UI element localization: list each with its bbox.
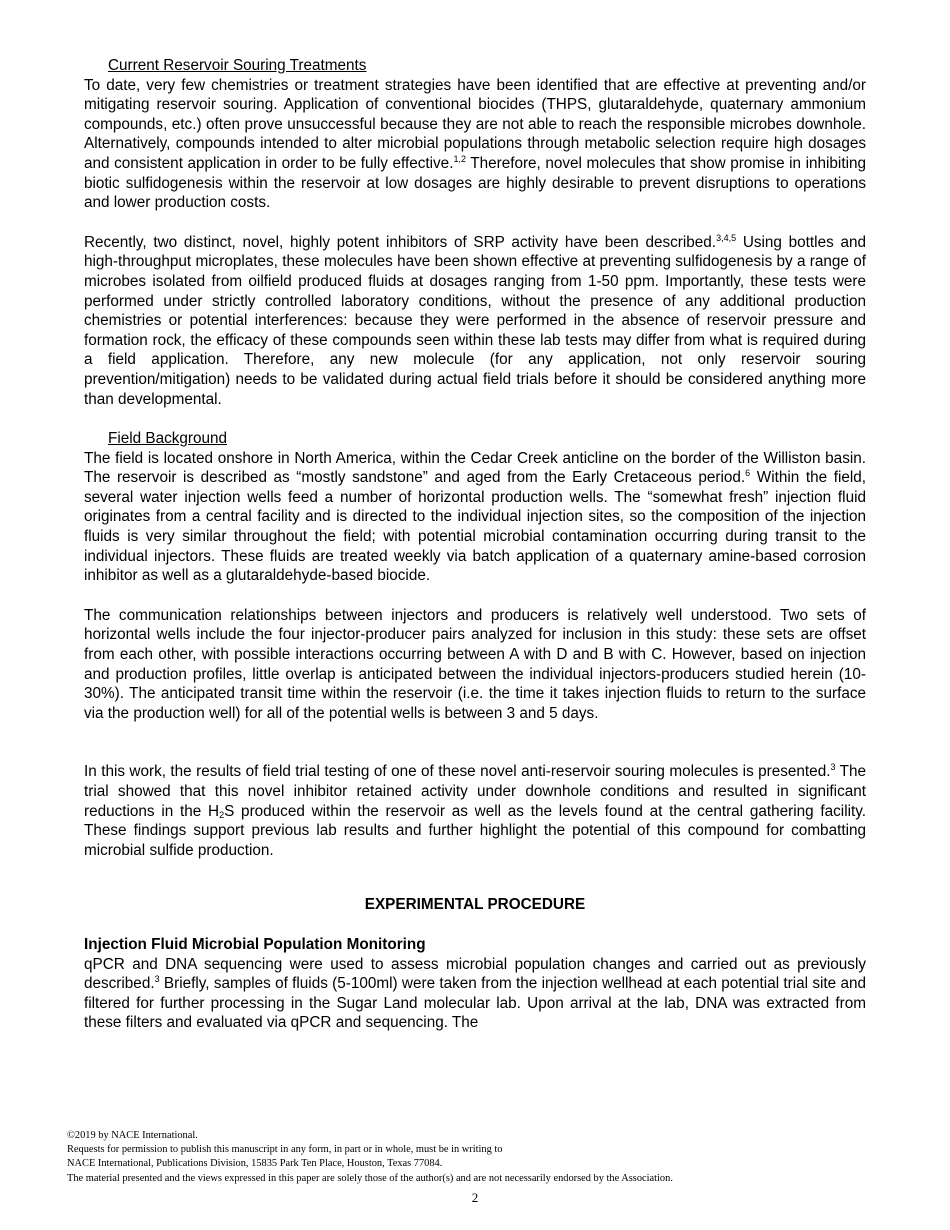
reference-superscript: 3,4,5 — [716, 232, 737, 243]
section-heading-experimental-procedure: EXPERIMENTAL PROCEDURE — [364, 896, 586, 914]
paragraph-souring-treatments: To date, very few chemistries or treatment strategies have been identified that are effective at preventing and/or mitigating reservoir souring. Application of conventional biocides (THPS, glutaraldehyde, quaternary ammonium compounds, etc.) often prove unsuccessful because they are not able to reach the responsible microbes downhole. Alternatively, compounds intended to alter microbial populations through metabolic selection require high dosages and consistent application in order to be fully effective.$^{1,2}$ Therefore, novel molecules that show promise in inhibiting biotic sulfidogenesis within the reservoir at low dosages are highly desirable to prevent disruptions to operations and lower production costs. — [84, 76, 866, 212]
subsection-heading-population-monitoring: Injection Fluid Microbial Population Monitoring — [84, 935, 426, 953]
reference-superscript: 6 — [745, 468, 751, 479]
reference-superscript: 3 — [154, 974, 160, 985]
reference-superscript: 3 — [830, 762, 836, 773]
page-number: 2 — [471, 1190, 479, 1205]
section-heading-field-background: Field Background — [108, 430, 228, 448]
manuscript-body — [84, 56, 866, 1033]
paragraph-qpcr-sequencing: qPCR and DNA sequencing were used to assess microbial population changes and carried out as previously described.$^3$ Briefly, samples of fluids (5-100ml) were taken from the injection wellhead at each potential trial site and filtered for further processing in the Sugar Land molecular lab. Upon arrival at the lab, DNA was extracted from these filters and evaluated via qPCR and sequencing. The — [84, 955, 866, 1032]
paragraph-this-work: In this work, the results of field trial testing of one of these novel anti-reservoir souring molecules is presented.$^3$ The trial showed that this novel inhibitor retained activity under downhole conditions and resulted in significant reductions in the $H_2S$ produced within the reservoir as well as the levels found at the central gathering facility. These findings support previous lab results and further highlight the potential of this compound for combatting microbial sulfide production. — [84, 762, 867, 859]
footer-copyright-line: ©2019 by NACE International. — [67, 1130, 198, 1141]
footer-permission-line: Requests for permission to publish this manuscript in any form, in part or in whole, must be in writing to — [67, 1144, 503, 1156]
subscript: 2 — [219, 809, 225, 820]
reference-superscript: 1,2 — [453, 153, 466, 164]
footer-address-line: NACE International, Publications Division, 15835 Park Ten Place, Houston, Texas 77084. — [67, 1158, 443, 1170]
paragraph-srp-inhibitors: Recently, two distinct, novel, highly potent inhibitors of SRP activity have been described.$^{3,4,5}$ Using bottles and high-throughput microplates, these molecules have been shown effective at preventing sulfidogenesis by a range of microbes isolated from oilfield produced fluids at dosages ranging from 1-50 ppm. Importantly, these tests were performed under strictly controlled laboratory conditions, without the presence of any additional production chemistries or potential interferences: because they were performed in the absence of reservoir pressure and formation rock, the efficacy of these compounds seen within these lab tests may differ from what is required during a field application. Therefore, any new molecule (for any application, not only reservoir souring prevention/mitigation) needs to be validated during actual field trials before it should be considered anything more than developmental. — [84, 232, 866, 408]
footer-disclaimer-line: The material presented and the views expressed in this paper are solely those of the author(s) and are not necessarily endorsed by the Association. — [67, 1172, 673, 1184]
paragraph-communication-relationships: The communication relationships between injectors and producers is relatively well understood. Two sets of horizontal wells include the four injector-producer pairs analyzed for inclusion in this study: these sets are offset from each other, with possible interactions occurring between A with D and B with C. However, based on injection and production profiles, little overlap is anticipated between the individual injectors-producers studied herein (10-30%). The anticipated transit time within the reservoir (i.e. the time it takes injection fluids to return to the surface via the production well) for all of the potential wells is between 3 and 5 days. — [84, 606, 866, 722]
paragraph-field-location: The field is located onshore in North America, within the Cedar Creek anticline on the border of the Williston basin. The reservoir is described as “mostly sandstone” and aged from the Early Cretaceous period.$^6$ Within the field, several water injection wells feed a number of horizontal production wells. The “somewhat fresh” injection fluid originates from a central facility and is directed to the individual injection sites, so the composition of the injection fluids is very similar throughout the field; with potential microbial contamination occurring during transit to the individual injectors. These fluids are treated weekly via batch application of a quaternary amine-based corrosion inhibitor as well as a glutaraldehyde-based biocide. — [84, 449, 867, 585]
section-heading-reservoir-souring: Current Reservoir Souring Treatments — [108, 57, 367, 74]
copyright-footer — [67, 1129, 887, 1186]
